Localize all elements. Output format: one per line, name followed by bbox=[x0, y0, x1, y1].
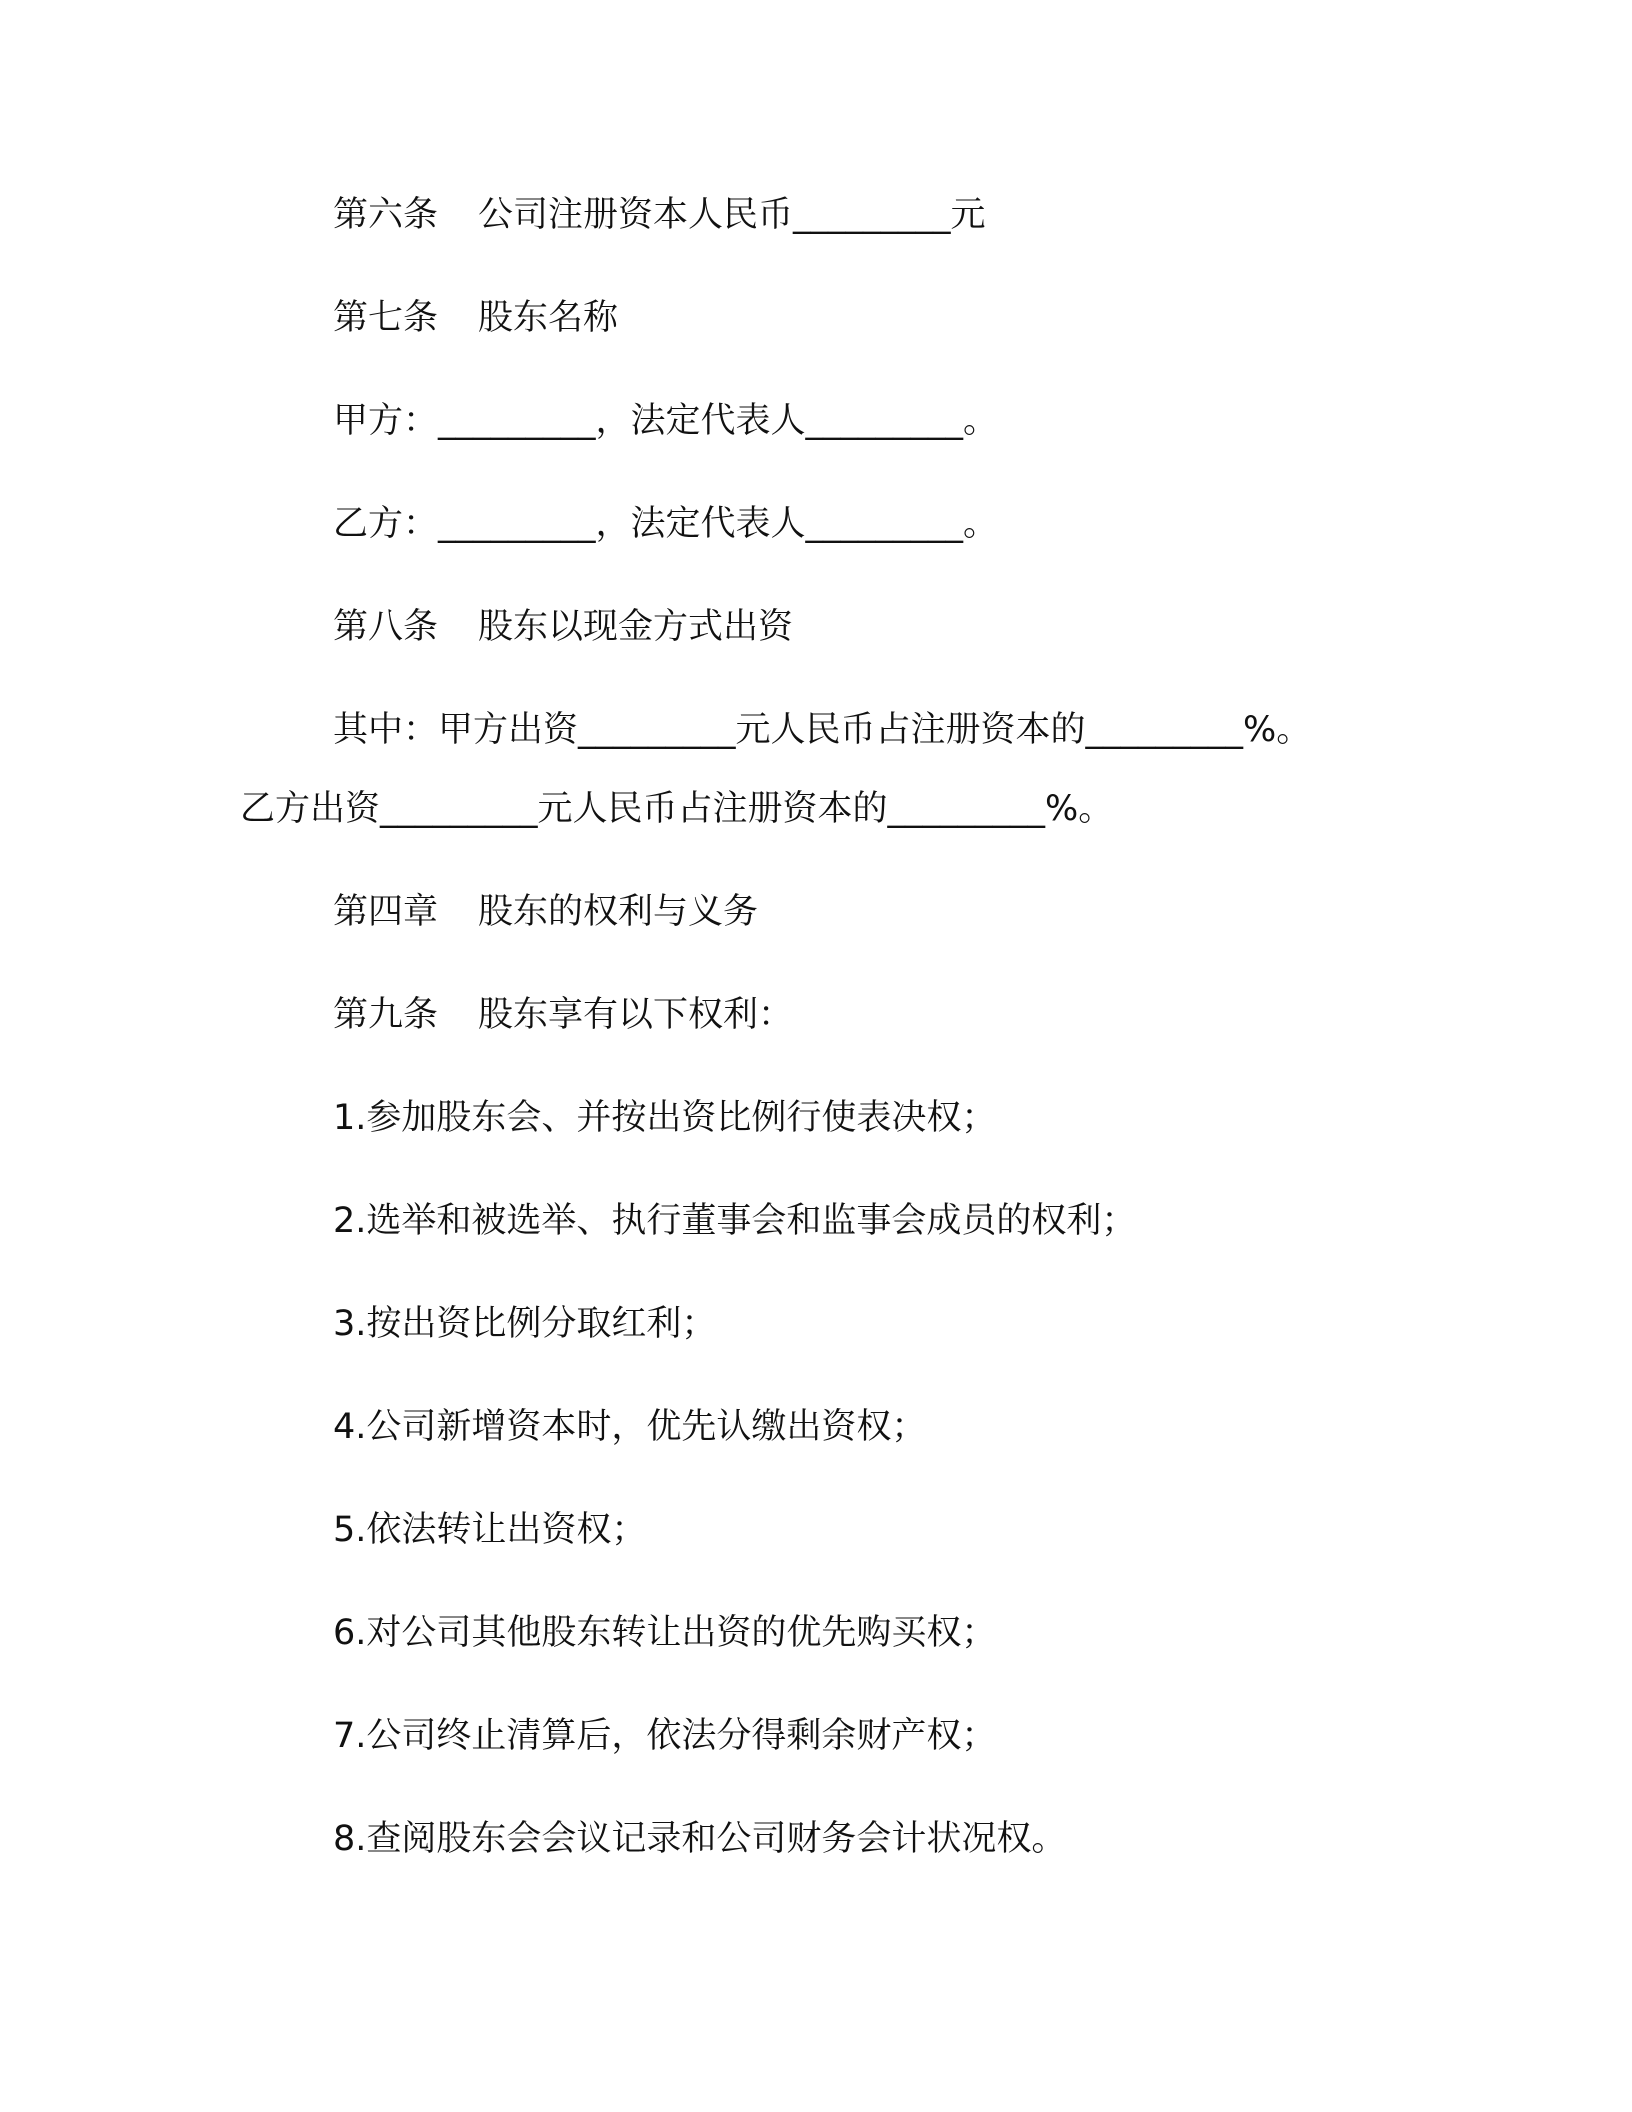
right-item-1 bbox=[333, 1096, 996, 1140]
right-item-4-text: 4.公司新增资本时，优先认缴出资权； bbox=[333, 1407, 927, 1447]
contribution-party-a bbox=[333, 708, 1311, 752]
article-8-label: 第八条 bbox=[333, 607, 439, 647]
article-6-label: 第六条 bbox=[333, 195, 439, 235]
contribution-party-b bbox=[240, 787, 1113, 831]
article-7 bbox=[333, 296, 618, 340]
party-b-text: 乙方：_________，法定代表人_________。 bbox=[333, 504, 999, 544]
right-item-1-text: 1.参加股东会、并按出资比例行使表决权； bbox=[333, 1098, 997, 1138]
article-9 bbox=[333, 993, 793, 1037]
right-item-3 bbox=[333, 1302, 716, 1346]
right-item-8 bbox=[333, 1817, 1066, 1861]
article-9-text: 股东享有以下权利： bbox=[478, 995, 794, 1035]
right-item-8-text: 8.查阅股东会会议记录和公司财务会计状况权。 bbox=[333, 1819, 1067, 1859]
right-item-2 bbox=[333, 1199, 1136, 1243]
chapter-4-label: 第四章 bbox=[333, 892, 439, 932]
party-a-text: 甲方：_________，法定代表人_________。 bbox=[333, 401, 999, 441]
article-8-text: 股东以现金方式出资 bbox=[478, 607, 794, 647]
article-6 bbox=[333, 193, 986, 237]
right-item-3-text: 3.按出资比例分取红利； bbox=[333, 1304, 717, 1344]
article-7-text: 股东名称 bbox=[478, 298, 619, 338]
right-item-5-text: 5.依法转让出资权； bbox=[333, 1510, 647, 1550]
right-item-6-text: 6.对公司其他股东转让出资的优先购买权； bbox=[333, 1613, 997, 1653]
article-7-label: 第七条 bbox=[333, 298, 439, 338]
article-8 bbox=[333, 605, 793, 649]
party-b-line bbox=[333, 502, 998, 546]
article-6-text: 公司注册资本人民币_________元 bbox=[478, 195, 986, 235]
right-item-2-text: 2.选举和被选举、执行董事会和监事会成员的权利； bbox=[333, 1201, 1137, 1241]
article-9-label: 第九条 bbox=[333, 995, 439, 1035]
contribution-party-b-text: 乙方出资_________元人民币占注册资本的_________%。 bbox=[240, 789, 1114, 829]
chapter-4 bbox=[333, 890, 758, 934]
right-item-7-text: 7.公司终止清算后，依法分得剩余财产权； bbox=[333, 1716, 997, 1756]
party-a-line bbox=[333, 399, 998, 443]
right-item-5 bbox=[333, 1508, 646, 1552]
right-item-7 bbox=[333, 1714, 996, 1758]
right-item-6 bbox=[333, 1611, 996, 1655]
contribution-party-a-text: 其中：甲方出资_________元人民币占注册资本的_________%。 bbox=[333, 710, 1312, 750]
right-item-4 bbox=[333, 1405, 926, 1449]
chapter-4-text: 股东的权利与义务 bbox=[478, 892, 759, 932]
